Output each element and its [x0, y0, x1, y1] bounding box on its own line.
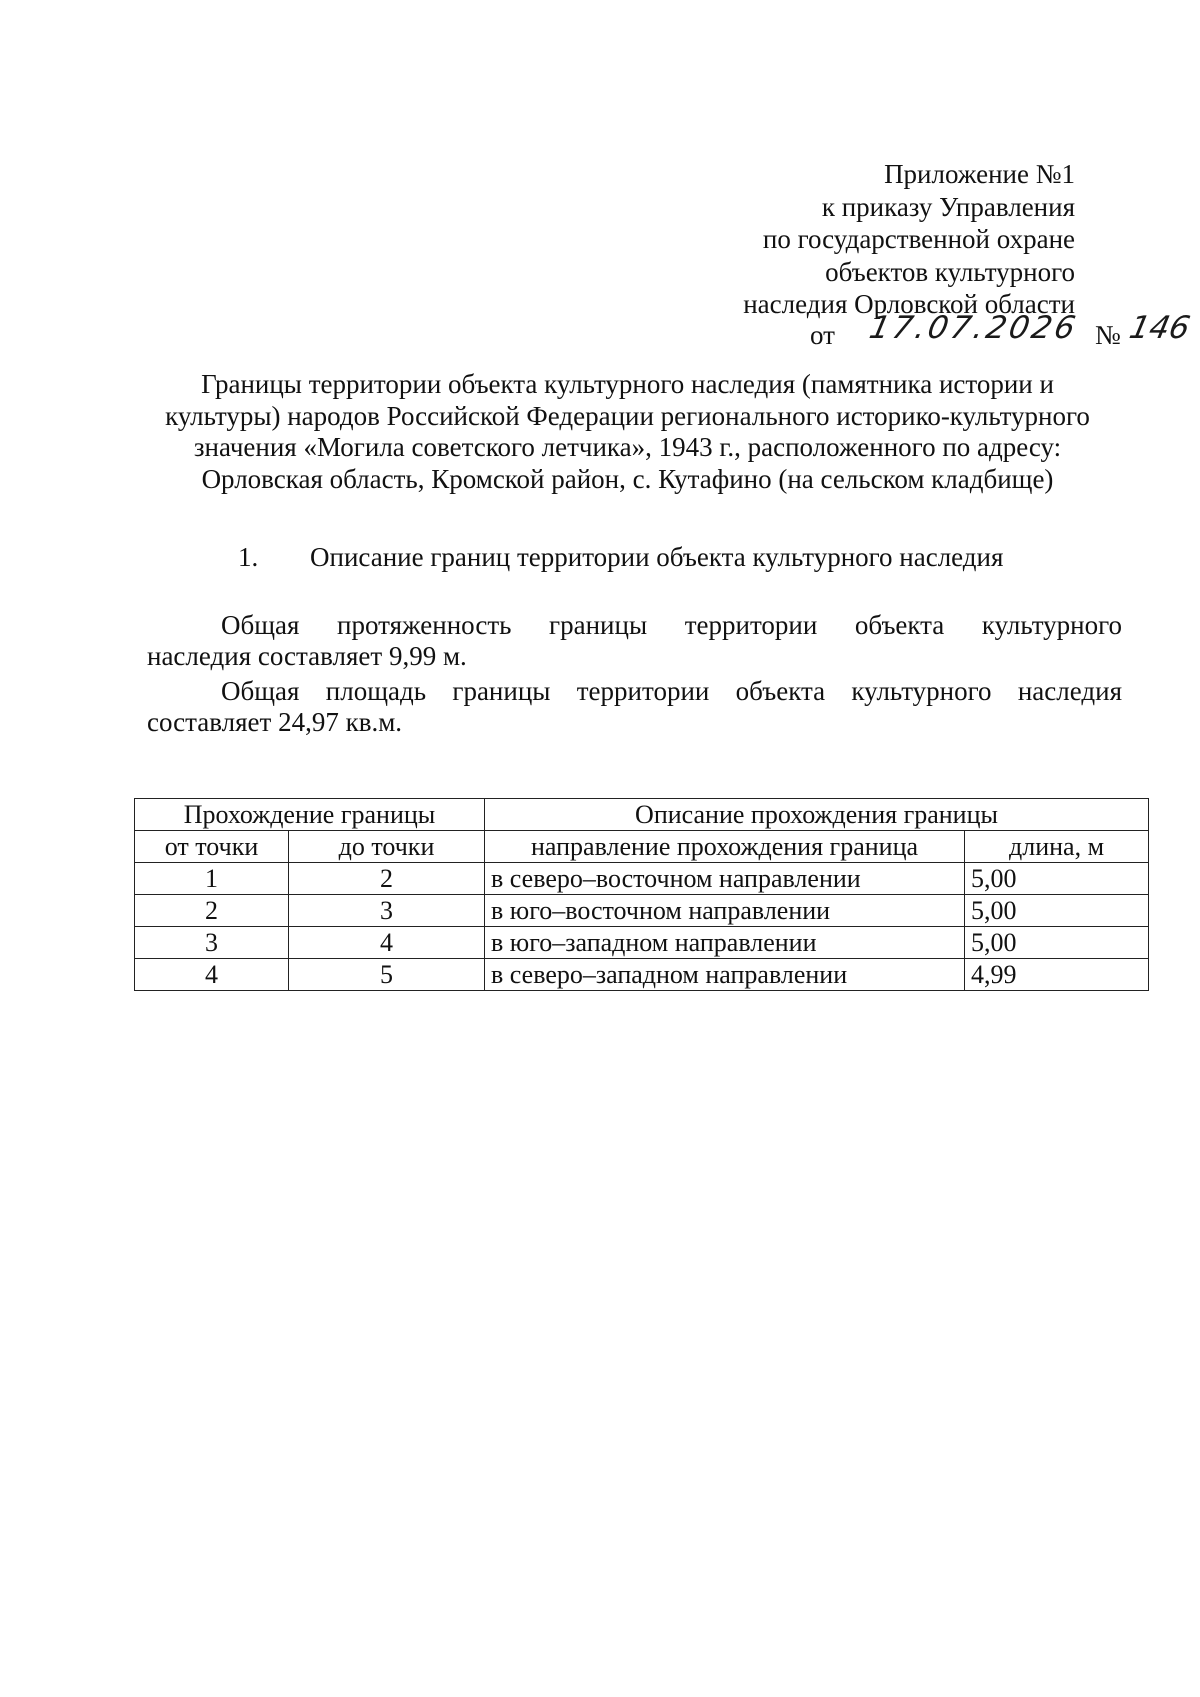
handwritten-date: 17.07.2026	[866, 310, 1082, 346]
from-point-cell: 2	[135, 895, 289, 927]
direction-cell: в юго–восточном направлении	[485, 895, 965, 927]
length-cell: 5,00	[965, 895, 1149, 927]
length-cell: 5,00	[965, 927, 1149, 959]
title-line: культуры) народов Российской Федерации регионального историко-культурного	[165, 400, 1090, 431]
from-point-cell: 1	[135, 863, 289, 895]
appendix-title: Приложение №1	[884, 159, 1075, 189]
paragraph-line: Общая протяженность границы территории объекта культурного	[221, 610, 1122, 640]
direction-header: направление прохождения граница	[485, 831, 965, 863]
table-row	[135, 863, 1149, 895]
from-label: от	[810, 320, 835, 350]
document-title	[140, 369, 1115, 495]
title-line: Орловская область, Кромской район, с. Кутафино (на сельском кладбище)	[201, 463, 1054, 494]
to-point-cell: 4	[289, 927, 485, 959]
description-group-header: Описание прохождения границы	[485, 799, 1149, 831]
length-header: длина, м	[965, 831, 1149, 863]
paragraph-line: Общая площадь границы территории объекта культурного наследия	[221, 676, 1122, 706]
boundary-table	[134, 798, 1149, 991]
section-number: 1.	[238, 542, 259, 572]
table-row	[135, 895, 1149, 927]
direction-cell: в юго–западном направлении	[485, 927, 965, 959]
number-label: №	[1095, 320, 1121, 350]
to-point-cell: 5	[289, 959, 485, 991]
direction-cell: в северо–восточном направлении	[485, 863, 965, 895]
handwritten-number: 146	[1126, 310, 1193, 346]
from-point-header: от точки	[135, 831, 289, 863]
table-row	[135, 959, 1149, 991]
from-point-cell: 4	[135, 959, 289, 991]
to-point-header: до точки	[289, 831, 485, 863]
appendix-header	[743, 158, 1075, 321]
length-cell: 4,99	[965, 959, 1149, 991]
paragraph-line: составляет 24,97 кв.м.	[147, 707, 403, 737]
table-group-header-row	[135, 799, 1149, 831]
appendix-order-ref: к приказу Управления	[821, 191, 1075, 222]
table-column-header-row	[135, 831, 1149, 863]
passage-group-header: Прохождение границы	[135, 799, 485, 831]
length-cell: 5,00	[965, 863, 1149, 895]
boundary-area-paragraph	[147, 676, 1122, 738]
boundary-length-paragraph	[147, 610, 1122, 672]
to-point-cell: 2	[289, 863, 485, 895]
appendix-authority-line-1: по государственной охране	[762, 224, 1075, 254]
title-line: Границы территории объекта культурного наследия (памятника истории и	[201, 369, 1054, 399]
title-line: значения «Могила советского летчика», 1943 г., расположенного по адресу:	[193, 432, 1062, 462]
from-point-cell: 3	[135, 927, 289, 959]
table-row	[135, 927, 1149, 959]
direction-cell: в северо–западном направлении	[485, 959, 965, 991]
paragraph-line: наследия составляет 9,99 м.	[147, 641, 467, 671]
appendix-authority-line-2: объектов культурного	[825, 256, 1075, 287]
section-title: Описание границ территории объекта культурного наследия	[310, 542, 1004, 572]
appendix-authority-line-3: наследия Орловской области	[743, 289, 1075, 319]
order-date-number	[810, 310, 1193, 358]
to-point-cell: 3	[289, 895, 485, 927]
